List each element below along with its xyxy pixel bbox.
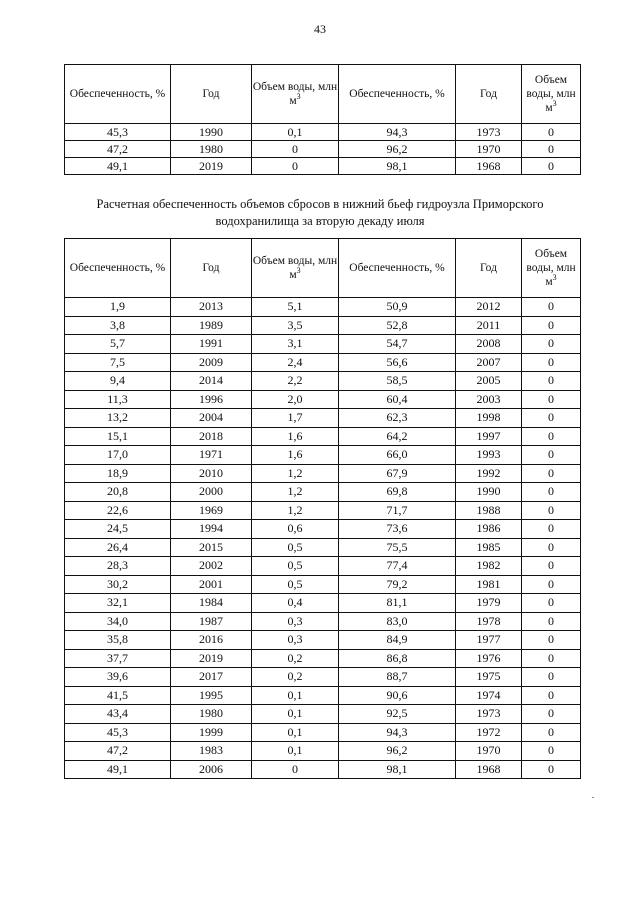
table-row [65, 372, 581, 391]
table-cell: 0 [522, 631, 581, 650]
table-cell: 0 [522, 742, 581, 761]
table-cell: 0,1 [252, 686, 339, 705]
table-cell: 1,2 [252, 483, 339, 502]
table-cell: 39,6 [65, 668, 171, 687]
table-cell: 83,0 [339, 612, 456, 631]
header-row [65, 239, 581, 298]
table-cell: 5,7 [65, 335, 171, 354]
header-label: Объем воды, млн м [252, 255, 338, 281]
header-label: Обеспеченность, % [349, 262, 445, 274]
header-superscript: 3 [552, 99, 557, 109]
header-superscript: 3 [296, 92, 301, 102]
table-cell: 0 [522, 520, 581, 539]
header-label: Год [202, 262, 220, 274]
table-cell: 1997 [456, 427, 522, 446]
table-cell: 98,1 [339, 760, 456, 779]
table-cell: 1998 [456, 409, 522, 428]
table-cell: 1985 [456, 538, 522, 557]
header-cell [456, 65, 522, 124]
table-cell: 1999 [171, 723, 252, 742]
table-row [65, 723, 581, 742]
header-label: Обеспеченность, % [69, 88, 166, 100]
table-cell: 0 [522, 372, 581, 391]
table-cell: 1971 [171, 446, 252, 465]
caption-line-2: водохранилища за вторую декаду июля [215, 214, 425, 228]
header-label: Обеспеченность, % [349, 88, 445, 100]
page-number: 43 [314, 22, 326, 36]
table-row [65, 742, 581, 761]
header-superscript: 3 [552, 273, 557, 283]
table-cell: 1,6 [252, 446, 339, 465]
table-cell: 1989 [171, 316, 252, 335]
table-cell: 52,8 [339, 316, 456, 335]
table-cell: 0 [522, 483, 581, 502]
table-cell: 2,0 [252, 390, 339, 409]
table-cell: 45,3 [65, 124, 171, 141]
table-cell: 2005 [456, 372, 522, 391]
table-cell: 2,4 [252, 353, 339, 372]
table-cell: 0,5 [252, 575, 339, 594]
table-cell: 1968 [456, 760, 522, 779]
table-cell: 1992 [456, 464, 522, 483]
table-cell: 47,2 [65, 742, 171, 761]
header-label: Объем воды, млн м [526, 74, 576, 114]
table-cell: 3,1 [252, 335, 339, 354]
table-row [65, 631, 581, 650]
table-cell: 0 [522, 353, 581, 372]
table-cell: 11,3 [65, 390, 171, 409]
header-cell [522, 65, 581, 124]
table-cell: 0 [522, 686, 581, 705]
table-cell: 30,2 [65, 575, 171, 594]
table-cell: 2003 [456, 390, 522, 409]
table-cell: 20,8 [65, 483, 171, 502]
table-row [65, 158, 581, 175]
table-cell: 75,5 [339, 538, 456, 557]
table-row [65, 649, 581, 668]
table-cell: 62,3 [339, 409, 456, 428]
header-cell [65, 239, 171, 298]
table-cell: 7,5 [65, 353, 171, 372]
header-label: Объем воды, млн м [252, 81, 338, 107]
table-cell: 49,1 [65, 158, 171, 175]
table-cell: 0,4 [252, 594, 339, 613]
table-cell: 2013 [171, 298, 252, 317]
table-cell: 0 [522, 538, 581, 557]
table-cell: 0 [522, 298, 581, 317]
header-cell [339, 239, 456, 298]
table-cell: 0 [522, 705, 581, 724]
table-cell: 2018 [171, 427, 252, 446]
table-cell: 1991 [171, 335, 252, 354]
table-cell: 3,5 [252, 316, 339, 335]
scan-artifact [592, 797, 594, 798]
table-cell: 47,2 [65, 141, 171, 158]
table-cell: 2008 [456, 335, 522, 354]
table-cell: 49,1 [65, 760, 171, 779]
header-superscript: 3 [296, 266, 301, 276]
table-cell: 2000 [171, 483, 252, 502]
header-label: Год [202, 88, 220, 100]
table-row [65, 705, 581, 724]
header-cell [522, 239, 581, 298]
table-cell: 1979 [456, 594, 522, 613]
header-cell [252, 65, 339, 124]
table-cell: 1973 [456, 705, 522, 724]
table-cell: 1976 [456, 649, 522, 668]
table-cell: 58,5 [339, 372, 456, 391]
table-cell: 1970 [456, 742, 522, 761]
table-cell: 1,9 [65, 298, 171, 317]
table-cell: 1968 [456, 158, 522, 175]
table-cell: 1973 [456, 124, 522, 141]
table-caption [60, 196, 580, 230]
table-cell: 0 [522, 409, 581, 428]
header-cell [339, 65, 456, 124]
table-cell: 0 [252, 158, 339, 175]
table-cell: 60,4 [339, 390, 456, 409]
table-row [65, 298, 581, 317]
table-cell: 2019 [171, 649, 252, 668]
table-cell: 1993 [456, 446, 522, 465]
table-cell: 1,6 [252, 427, 339, 446]
table-cell: 35,8 [65, 631, 171, 650]
table-cell: 1974 [456, 686, 522, 705]
table-cell: 2010 [171, 464, 252, 483]
table-cell: 69,8 [339, 483, 456, 502]
table-row [65, 427, 581, 446]
table-row [65, 316, 581, 335]
table-cell: 0 [522, 141, 581, 158]
table-cell: 0,1 [252, 723, 339, 742]
table-cell: 0 [522, 427, 581, 446]
table-cell: 2019 [171, 158, 252, 175]
header-label: Обеспеченность, % [69, 262, 166, 274]
table-cell: 34,0 [65, 612, 171, 631]
table-cell: 22,6 [65, 501, 171, 520]
table-row [65, 141, 581, 158]
header-cell [171, 239, 252, 298]
table-cell: 1982 [456, 557, 522, 576]
table-cell: 2014 [171, 372, 252, 391]
table-cell: 88,7 [339, 668, 456, 687]
table-row [65, 760, 581, 779]
table-cell: 0,5 [252, 538, 339, 557]
top-table [64, 64, 581, 175]
table-cell: 13,2 [65, 409, 171, 428]
table-cell: 0 [522, 723, 581, 742]
table-cell: 0,1 [252, 705, 339, 724]
table-row [65, 612, 581, 631]
table-cell: 1983 [171, 742, 252, 761]
table-cell: 0 [522, 557, 581, 576]
table-cell: 0,1 [252, 742, 339, 761]
table-cell: 0,3 [252, 612, 339, 631]
table-cell: 50,9 [339, 298, 456, 317]
table-cell: 1977 [456, 631, 522, 650]
table-cell: 0 [522, 594, 581, 613]
table-cell: 0 [252, 760, 339, 779]
table-cell: 2016 [171, 631, 252, 650]
table-row [65, 686, 581, 705]
table-cell: 2,2 [252, 372, 339, 391]
table-cell: 1994 [171, 520, 252, 539]
table-cell: 43,4 [65, 705, 171, 724]
table-row [65, 124, 581, 141]
table-cell: 0,3 [252, 631, 339, 650]
table-cell: 94,3 [339, 124, 456, 141]
table-cell: 0 [522, 649, 581, 668]
table-row [65, 390, 581, 409]
table-row [65, 409, 581, 428]
table-cell: 1,2 [252, 464, 339, 483]
table-cell: 0,2 [252, 649, 339, 668]
table-cell: 66,0 [339, 446, 456, 465]
table-cell: 71,7 [339, 501, 456, 520]
table-cell: 1978 [456, 612, 522, 631]
table-cell: 24,5 [65, 520, 171, 539]
caption-line-1: Расчетная обеспеченность объемов сбросов в нижний бьеф гидроузла Приморского [96, 197, 544, 211]
table-cell: 3,8 [65, 316, 171, 335]
table-row [65, 335, 581, 354]
table-cell: 67,9 [339, 464, 456, 483]
table-cell: 2012 [456, 298, 522, 317]
table-cell: 1990 [456, 483, 522, 502]
table-cell: 2006 [171, 760, 252, 779]
table-cell: 2011 [456, 316, 522, 335]
table-cell: 1987 [171, 612, 252, 631]
table-cell: 0 [252, 141, 339, 158]
table-row [65, 520, 581, 539]
table-cell: 0 [522, 612, 581, 631]
table-cell: 1996 [171, 390, 252, 409]
table-cell: 1972 [456, 723, 522, 742]
table-cell: 1,7 [252, 409, 339, 428]
table-cell: 17,0 [65, 446, 171, 465]
header-label: Год [480, 88, 497, 100]
table-row [65, 464, 581, 483]
header-cell [456, 239, 522, 298]
header-cell [65, 65, 171, 124]
table-cell: 45,3 [65, 723, 171, 742]
table-cell: 41,5 [65, 686, 171, 705]
table-cell: 18,9 [65, 464, 171, 483]
table-cell: 2007 [456, 353, 522, 372]
table-cell: 77,4 [339, 557, 456, 576]
header-label: Год [480, 262, 497, 274]
table-cell: 2009 [171, 353, 252, 372]
table-cell: 0 [522, 158, 581, 175]
table-cell: 0,1 [252, 124, 339, 141]
table-cell: 0,6 [252, 520, 339, 539]
table-cell: 9,4 [65, 372, 171, 391]
table-row [65, 538, 581, 557]
table-cell: 0,5 [252, 557, 339, 576]
table-row [65, 501, 581, 520]
table-cell: 1988 [456, 501, 522, 520]
table-cell: 96,2 [339, 742, 456, 761]
table-cell: 86,8 [339, 649, 456, 668]
table-cell: 0 [522, 446, 581, 465]
table-cell: 94,3 [339, 723, 456, 742]
table-cell: 1986 [456, 520, 522, 539]
table-cell: 32,1 [65, 594, 171, 613]
table-cell: 1990 [171, 124, 252, 141]
table-cell: 81,1 [339, 594, 456, 613]
table-cell: 0 [522, 668, 581, 687]
table-cell: 96,2 [339, 141, 456, 158]
table-cell: 37,7 [65, 649, 171, 668]
table-cell: 0 [522, 575, 581, 594]
table-cell: 92,5 [339, 705, 456, 724]
table-cell: 1969 [171, 501, 252, 520]
table-cell: 56,6 [339, 353, 456, 372]
table-cell: 1970 [456, 141, 522, 158]
table-row [65, 353, 581, 372]
table-cell: 2002 [171, 557, 252, 576]
table-cell: 2004 [171, 409, 252, 428]
header-cell [252, 239, 339, 298]
table-cell: 5,1 [252, 298, 339, 317]
table-cell: 79,2 [339, 575, 456, 594]
table-cell: 1980 [171, 705, 252, 724]
table-cell: 0,2 [252, 668, 339, 687]
table-row [65, 557, 581, 576]
table-cell: 1981 [456, 575, 522, 594]
table-cell: 0 [522, 316, 581, 335]
table-cell: 1975 [456, 668, 522, 687]
table-row [65, 575, 581, 594]
table-cell: 73,6 [339, 520, 456, 539]
header-label: Объем воды, млн м [526, 248, 576, 288]
table-cell: 2017 [171, 668, 252, 687]
table-cell: 84,9 [339, 631, 456, 650]
table-cell: 0 [522, 335, 581, 354]
table-cell: 0 [522, 760, 581, 779]
table-cell: 1980 [171, 141, 252, 158]
table-row [65, 446, 581, 465]
table-cell: 1984 [171, 594, 252, 613]
table-cell: 0 [522, 124, 581, 141]
table-cell: 28,3 [65, 557, 171, 576]
table-cell: 1995 [171, 686, 252, 705]
table-cell: 64,2 [339, 427, 456, 446]
table-cell: 90,6 [339, 686, 456, 705]
table-cell: 1,2 [252, 501, 339, 520]
table-cell: 0 [522, 390, 581, 409]
table-cell: 0 [522, 501, 581, 520]
table-cell: 15,1 [65, 427, 171, 446]
table-cell: 2015 [171, 538, 252, 557]
table-cell: 54,7 [339, 335, 456, 354]
table-cell: 2001 [171, 575, 252, 594]
table-cell: 98,1 [339, 158, 456, 175]
main-table [64, 238, 581, 779]
table-cell: 0 [522, 464, 581, 483]
header-cell [171, 65, 252, 124]
table-cell: 26,4 [65, 538, 171, 557]
header-row [65, 65, 581, 124]
table-row [65, 483, 581, 502]
table-row [65, 594, 581, 613]
table-row [65, 668, 581, 687]
